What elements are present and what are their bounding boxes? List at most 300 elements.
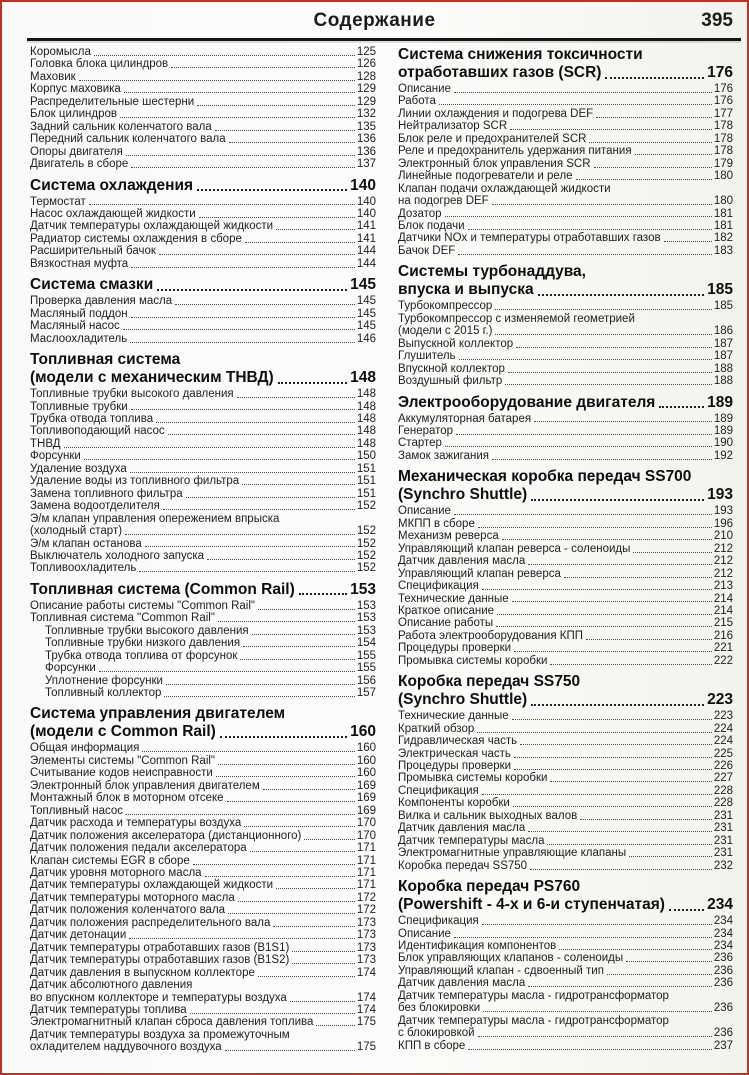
toc-entry — [30, 83, 376, 95]
entry-page-number: 177 — [713, 107, 733, 120]
leader-dots — [559, 949, 712, 950]
leader-dots — [163, 509, 355, 510]
toc-entry — [30, 438, 376, 450]
leader-dots — [502, 539, 712, 540]
entry-label: Реле и предохранитель удержания питания — [398, 145, 632, 158]
toc-entry — [30, 463, 376, 475]
entry-page-number: 145 — [356, 320, 376, 333]
entry-page-number: 145 — [356, 307, 376, 320]
leader-dots — [237, 397, 355, 398]
toc-entry — [30, 308, 376, 320]
entry-label: Спецификация — [398, 915, 479, 928]
entry-label: с блокировкой — [398, 1027, 475, 1040]
toc-entry — [398, 797, 733, 809]
section-page-number: 193 — [707, 486, 733, 504]
page-title: Содержание — [313, 10, 436, 31]
page-header — [30, 10, 733, 36]
toc-entry — [398, 723, 733, 735]
leader-dots — [439, 104, 712, 105]
leader-dots — [454, 514, 712, 515]
toc-entry — [398, 760, 733, 772]
leader-dots — [576, 179, 712, 180]
section-title: Топливная система — [30, 351, 181, 369]
entry-page-number: 153 — [356, 599, 376, 612]
entry-label: Выключатель холодного запуска — [30, 549, 205, 562]
leader-dots — [126, 155, 355, 156]
leader-dots — [497, 614, 712, 615]
entry-label: Распределительные шестерни — [30, 95, 195, 108]
entry-page-number: 175 — [356, 1041, 376, 1054]
leader-dots — [240, 659, 354, 660]
entry-page-number: 129 — [356, 83, 376, 96]
section-title: Механическая коробка передач SS700 — [398, 468, 692, 486]
section-page-number: 189 — [707, 393, 733, 411]
leader-dots — [218, 621, 355, 622]
entry-page-number: 234 — [713, 927, 733, 940]
entry-page-number: 148 — [356, 400, 376, 413]
entry-page-number: 176 — [713, 83, 733, 95]
entry-label: Проверка давления масла — [30, 295, 173, 308]
entry-label: Общая информация — [30, 742, 140, 755]
entry-label: Электронный блок управления двигателем — [30, 779, 260, 792]
section-header-line — [30, 369, 376, 387]
entry-label: Турбокомпрессор с изменяемой геометрией — [398, 312, 635, 325]
entry-page-number: 170 — [356, 817, 376, 830]
toc-entry — [398, 338, 733, 350]
leader-dots — [550, 781, 711, 782]
leader-dots — [514, 651, 712, 652]
toc-entry — [30, 979, 376, 991]
toc-entry — [398, 810, 733, 822]
leader-dots — [84, 459, 355, 460]
toc-entry — [30, 1004, 376, 1016]
leader-dots — [304, 839, 354, 840]
leader-dots — [292, 963, 354, 964]
toc-entry — [398, 133, 733, 145]
section-title: Топливная система (Common Rail) — [30, 580, 295, 598]
entry-page-number: 213 — [713, 580, 733, 593]
entry-label: Датчик давления масла — [398, 555, 526, 568]
section-header-line — [398, 468, 733, 486]
toc-block — [30, 705, 376, 1053]
toc-entry — [398, 300, 733, 312]
entry-page-number: 160 — [356, 754, 376, 767]
toc-entry — [398, 710, 733, 722]
section-title: Системы турбонаддува, — [398, 263, 586, 281]
entry-page-number: 231 — [713, 822, 733, 835]
entry-page-number: 136 — [356, 133, 376, 146]
leader-dots — [458, 254, 712, 255]
leader-dots — [245, 242, 355, 243]
leader-dots — [220, 736, 347, 738]
toc-entry — [30, 600, 376, 612]
toc-entry — [30, 388, 376, 400]
toc-entry — [398, 313, 733, 325]
toc-entry — [30, 992, 376, 1004]
entry-label: Вязкостная муфта — [30, 257, 129, 270]
section-title: впуска и выпуска — [398, 281, 534, 299]
entry-page-number: 175 — [356, 1016, 376, 1029]
entry-label: Корпус маховика — [30, 83, 121, 96]
entry-label: Дозатор — [398, 207, 442, 220]
entry-page-number: 196 — [713, 517, 733, 530]
toc-entry — [398, 325, 733, 337]
section-header-line — [398, 46, 733, 64]
leader-dots — [538, 294, 705, 296]
entry-label: Датчик температуры масла - гидротрансформатор — [398, 1014, 669, 1027]
toc-entry — [398, 413, 733, 425]
toc-entry — [398, 617, 733, 629]
entry-label: Масляный насос — [30, 320, 120, 333]
entry-label: Описание работы системы "Common Rail" — [30, 599, 256, 612]
entry-label: Турбокомпрессор — [398, 300, 493, 313]
toc-block — [30, 276, 376, 345]
entry-label: Маховик — [30, 70, 76, 83]
entry-label: Нейтрализатор SCR — [398, 120, 508, 133]
entry-label: Описание — [398, 83, 451, 95]
entry-label: Термостат — [30, 195, 86, 208]
toc-columns — [30, 46, 733, 1054]
section-header — [398, 46, 733, 82]
page-number: 395 — [701, 10, 733, 31]
toc-entry — [30, 867, 376, 879]
entry-label: Технические данные — [398, 710, 509, 723]
toc-entry — [398, 450, 733, 462]
leader-dots — [589, 142, 711, 143]
entry-page-number: 150 — [356, 450, 376, 463]
entry-label: Электромагнитные управляющие клапаны — [398, 847, 627, 860]
leader-dots — [197, 189, 347, 191]
entry-page-number: 173 — [356, 941, 376, 954]
leader-dots — [123, 329, 355, 330]
entry-label: Датчик детонации — [30, 929, 127, 942]
entry-label: Топливные трубки — [30, 400, 128, 413]
toc-entry — [398, 505, 733, 517]
entry-label: ТНВД — [30, 437, 61, 450]
toc-entry — [398, 543, 733, 555]
entry-page-number: 148 — [356, 388, 376, 401]
entry-label: Промывка системы коробки — [398, 654, 548, 667]
entry-label: Датчик температуры охлаждающей жидкости — [30, 220, 274, 233]
entry-page-number: 215 — [713, 617, 733, 630]
section-header — [30, 276, 376, 294]
entry-label: (холодный старт) — [30, 525, 123, 538]
section-page-number: 234 — [707, 896, 733, 914]
toc-entry — [30, 755, 376, 767]
toc-entry — [398, 425, 733, 437]
entry-page-number: 155 — [356, 662, 376, 675]
leader-dots — [205, 876, 355, 877]
leader-dots — [197, 105, 355, 106]
section-page-number: 153 — [350, 580, 376, 598]
leader-dots — [250, 851, 355, 852]
entry-page-number: 236 — [713, 964, 733, 977]
leader-dots — [482, 794, 712, 795]
entry-page-number: 231 — [713, 809, 733, 822]
toc-entry — [398, 170, 733, 182]
entry-page-number: 188 — [713, 375, 733, 388]
entry-label: Воздушный фильтр — [398, 375, 503, 388]
entry-page-number: 181 — [713, 219, 733, 232]
toc-entry — [30, 425, 376, 437]
leader-dots — [292, 951, 354, 952]
toc-entry — [398, 120, 733, 132]
entry-label: Датчик абсолютного давления — [30, 979, 193, 992]
toc-column-left — [30, 46, 376, 1054]
toc-entry — [30, 904, 376, 916]
toc-entry — [398, 555, 733, 567]
section-header-line — [398, 878, 733, 896]
entry-label: Гидравлическая часть — [398, 735, 518, 748]
section-header-line — [30, 705, 376, 723]
toc-entry — [30, 488, 376, 500]
section-header — [398, 263, 733, 299]
entry-page-number: 152 — [356, 500, 376, 513]
entry-page-number: 212 — [713, 555, 733, 568]
entry-page-number: 141 — [356, 220, 376, 233]
leader-dots — [276, 888, 355, 889]
entry-page-number: 146 — [356, 332, 376, 345]
toc-entry — [398, 1015, 733, 1027]
section-header-line — [398, 263, 733, 281]
leader-dots — [516, 347, 712, 348]
leader-dots — [459, 359, 712, 360]
entry-page-number: 140 — [356, 207, 376, 220]
leader-dots — [454, 937, 712, 938]
leader-dots — [456, 434, 712, 435]
entry-label: Работа — [398, 95, 436, 108]
toc-entry — [30, 917, 376, 929]
entry-label: Уплотнение форсунки — [45, 674, 163, 687]
leader-dots — [445, 216, 712, 217]
entry-label: Форсунки — [30, 450, 81, 463]
leader-dots — [276, 229, 355, 230]
entry-page-number: 152 — [356, 537, 376, 550]
leader-dots — [124, 92, 355, 93]
leader-dots — [607, 974, 712, 975]
section-header-line — [30, 177, 376, 195]
entry-label: КПП в сборе — [398, 1039, 466, 1052]
section-header-line — [398, 896, 733, 914]
entry-page-number: 178 — [713, 120, 733, 133]
section-page-number: 160 — [350, 723, 376, 741]
entry-page-number: 171 — [356, 867, 376, 880]
toc-entry — [398, 593, 733, 605]
section-header-line — [398, 673, 733, 691]
leader-dots — [316, 1025, 354, 1026]
toc-entry — [30, 208, 376, 220]
entry-label: Топливный насос — [30, 804, 123, 817]
leader-dots — [510, 129, 712, 130]
entry-page-number: 188 — [713, 362, 733, 375]
leader-dots — [199, 217, 355, 218]
toc-entry — [30, 842, 376, 854]
toc-entry — [398, 748, 733, 760]
entry-label: Датчик температуры масла — [398, 834, 545, 847]
toc-entry — [30, 792, 376, 804]
section-header-line — [398, 691, 733, 709]
entry-label: Процедуры проверки — [398, 760, 512, 773]
toc-entry — [30, 625, 376, 637]
entry-page-number: 155 — [356, 649, 376, 662]
toc-block — [30, 351, 376, 575]
leader-dots — [580, 819, 712, 820]
entry-page-number: 187 — [713, 337, 733, 350]
section-title: (модели с Common Rail) — [30, 723, 216, 741]
toc-entry — [398, 977, 733, 989]
entry-label: во впускном коллекторе и температуры воздуха — [30, 991, 287, 1004]
entry-label: Линии охлаждения и подогрева DEF — [398, 107, 594, 120]
section-page-number: 185 — [707, 281, 733, 299]
entry-page-number: 236 — [713, 952, 733, 965]
entry-page-number: 145 — [356, 295, 376, 308]
entry-page-number: 144 — [356, 257, 376, 270]
entry-label: МКПП в сборе — [398, 517, 475, 530]
leader-dots — [495, 309, 712, 310]
entry-label: Масляный поддон — [30, 307, 128, 320]
leader-dots — [129, 938, 355, 939]
leader-dots — [633, 552, 711, 553]
entry-label: Топливные трубки низкого давления — [45, 637, 241, 650]
entry-label: Технические данные — [398, 592, 509, 605]
toc-entry — [30, 855, 376, 867]
leader-dots — [564, 577, 712, 578]
entry-label: Краткое описание — [398, 604, 495, 617]
entry-label: Датчик уровня моторного масла — [30, 867, 202, 880]
entry-page-number: 171 — [356, 854, 376, 867]
entry-label: Замена топливного фильтра — [30, 487, 183, 500]
leader-dots — [531, 704, 704, 706]
entry-label: Датчик температуры моторного масла — [30, 891, 235, 904]
toc-entry — [30, 71, 376, 83]
entry-page-number: 171 — [356, 842, 376, 855]
leader-dots — [99, 671, 355, 672]
entry-page-number: 212 — [713, 567, 733, 580]
section-header-line — [30, 351, 376, 369]
entry-label: Датчик положения коленчатого вала — [30, 904, 226, 917]
leader-dots — [130, 472, 355, 473]
toc-entry — [30, 158, 376, 170]
entry-label: Электромагнитный клапан сброса давления топлива — [30, 1016, 314, 1029]
entry-label: Датчик температуры отработавших газов (B1S1) — [30, 941, 290, 954]
leader-dots — [547, 844, 711, 845]
leader-dots — [142, 751, 354, 752]
toc-entry — [30, 401, 376, 413]
entry-page-number: 126 — [356, 58, 376, 71]
entry-page-number: 227 — [713, 772, 733, 785]
entry-page-number: 216 — [713, 629, 733, 642]
section-header — [398, 468, 733, 504]
toc-entry — [398, 220, 733, 232]
section-title: (Powershift - 4-х и 6-и ступенчатая) — [398, 896, 665, 914]
toc-entry — [398, 95, 733, 107]
entry-page-number: 234 — [713, 940, 733, 953]
entry-label: Блок реле и предохранителей SCR — [398, 132, 587, 145]
section-header-line — [30, 723, 376, 741]
entry-page-number: 190 — [713, 437, 733, 450]
entry-page-number: 169 — [356, 804, 376, 817]
entry-label: Насос охлаждающей жидкости — [30, 207, 196, 220]
entry-label: Топливные трубки высокого давления — [30, 388, 234, 401]
entry-page-number: 182 — [713, 232, 733, 245]
leader-dots — [492, 459, 712, 460]
leader-dots — [227, 801, 355, 802]
leader-dots — [218, 764, 355, 765]
leader-dots — [159, 254, 355, 255]
leader-dots — [238, 901, 355, 902]
toc-block — [398, 263, 733, 387]
toc-entry — [398, 847, 733, 859]
entry-page-number: 136 — [356, 145, 376, 158]
entry-label: Электронный блок управления SCR — [398, 157, 591, 170]
entry-label: Генератор — [398, 424, 454, 437]
toc-entry — [30, 108, 376, 120]
leader-dots — [454, 92, 712, 93]
section-header — [398, 673, 733, 709]
entry-label: Глушитель — [398, 350, 456, 363]
toc-entry — [398, 965, 733, 977]
section-title: Коробка передач PS760 — [398, 878, 581, 896]
toc-entry — [398, 145, 733, 157]
toc-entry — [30, 687, 376, 699]
toc-entry — [398, 580, 733, 592]
entry-label: Коробка передач SS750 — [398, 859, 528, 872]
leader-dots — [193, 864, 355, 865]
toc-entry — [30, 320, 376, 332]
leader-dots — [482, 589, 712, 590]
entry-page-number: 156 — [356, 674, 376, 687]
toc-entry — [30, 742, 376, 754]
entry-label: (модели с 2015 г.) — [398, 325, 493, 338]
leader-dots — [594, 167, 712, 168]
entry-label: Описание — [398, 927, 451, 940]
leader-dots — [168, 434, 355, 435]
toc-entry — [398, 735, 733, 747]
entry-page-number: 179 — [713, 157, 733, 170]
entry-label: Аккумуляторная батарея — [398, 412, 532, 425]
toc-entry — [30, 413, 376, 425]
leader-dots — [145, 546, 355, 547]
leader-dots — [125, 534, 355, 535]
toc-entry — [30, 1016, 376, 1028]
section-page-number: 223 — [707, 691, 733, 709]
section-title: (Synchro Shuttle) — [398, 486, 528, 504]
entry-label: Компоненты коробки — [398, 797, 510, 810]
leader-dots — [79, 80, 355, 81]
leader-dots — [505, 384, 712, 385]
entry-page-number: 174 — [356, 991, 376, 1004]
entry-label: Клапан подачи охлаждающей жидкости — [398, 182, 611, 195]
section-page-number: 148 — [350, 369, 376, 387]
leader-dots — [175, 304, 355, 305]
leader-dots — [290, 1001, 355, 1002]
leader-dots — [596, 117, 712, 118]
entry-label: Механизм реверса — [398, 530, 499, 543]
entry-page-number: 170 — [356, 829, 376, 842]
leader-dots — [478, 527, 712, 528]
toc-block — [398, 394, 733, 463]
entry-label: Описание работы — [398, 617, 494, 630]
toc-entry — [30, 929, 376, 941]
toc-column-right — [398, 46, 733, 1054]
toc-entry — [398, 518, 733, 530]
toc-entry — [30, 245, 376, 257]
section-header-line — [398, 281, 733, 299]
toc-entry — [30, 550, 376, 562]
entry-page-number: 173 — [356, 954, 376, 967]
entry-page-number: 231 — [713, 834, 733, 847]
toc-entry — [398, 1040, 733, 1052]
